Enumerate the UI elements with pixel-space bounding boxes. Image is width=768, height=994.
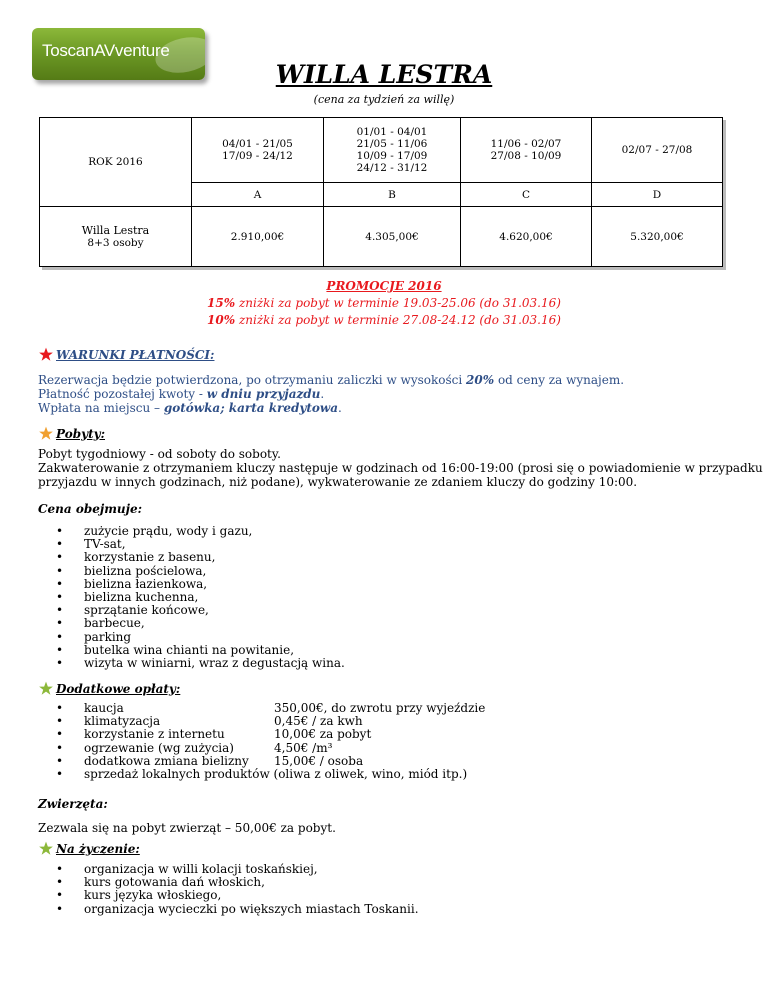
promo-heading: PROMOCJE 2016 bbox=[326, 279, 442, 293]
list-item: • sprzątanie końcowe, bbox=[38, 604, 738, 617]
fee-value: 10,00€ za pobyt bbox=[274, 727, 372, 742]
payment-methods: gotówka; karta kredytowa bbox=[163, 401, 338, 415]
period-line: 10/09 - 17/09 bbox=[356, 150, 428, 162]
payment-heading-text: WARUNKI PŁATNOŚCI: bbox=[56, 347, 215, 362]
promo-line-1 bbox=[0, 295, 768, 312]
fee-value: 15,00€ / osoba bbox=[274, 753, 364, 768]
extra-list bbox=[38, 702, 738, 781]
period-line: 17/09 - 24/12 bbox=[222, 150, 293, 162]
extra-heading-text: Dodatkowe opłaty: bbox=[56, 681, 181, 696]
stays-heading bbox=[38, 426, 738, 441]
fee-name: ogrzewanie (wg zużycia) bbox=[84, 740, 234, 755]
period-line: 11/06 - 02/07 bbox=[490, 138, 562, 150]
promo-pct: 10% bbox=[207, 313, 236, 327]
fee-value: 350,00€, do zwrotu przy wyjeździe bbox=[274, 701, 486, 715]
fee-name: kaucja bbox=[84, 701, 124, 715]
request-heading-text: Na życzenie: bbox=[56, 841, 140, 856]
stays-line-3: przyjazdu w innych godzinach, niż podane), wykwaterowanie ze zdaniem kluczy do godziny 10:00. bbox=[38, 475, 638, 489]
fee-name: dodatkowa zmiana bielizny bbox=[84, 753, 249, 768]
payment-line-2 bbox=[38, 387, 738, 401]
list-item: • bielizna łazienkowa, bbox=[38, 578, 738, 591]
period-line: 27/08 - 10/09 bbox=[490, 150, 562, 162]
period-a bbox=[192, 118, 324, 183]
year-label: ROK 2016 bbox=[40, 118, 192, 207]
list-item: • bielizna kuchenna, bbox=[38, 591, 738, 604]
code-d: D bbox=[592, 183, 723, 207]
period-d bbox=[592, 118, 723, 183]
period-line: 24/12 - 31/12 bbox=[356, 162, 428, 174]
list-item: • TV-sat, bbox=[38, 538, 738, 551]
list-item: • kurs gotowania dań włoskich, bbox=[38, 876, 738, 889]
included-section bbox=[38, 502, 738, 670]
extra-fees-section bbox=[38, 681, 738, 781]
promo-pct: 15% bbox=[207, 296, 236, 310]
text: Wpłata na miejscu – bbox=[38, 401, 164, 415]
stays-line-1: Pobyt tygodniowy - od soboty do soboty. bbox=[38, 447, 281, 461]
list-item: • bielizna pościelowa, bbox=[38, 565, 738, 578]
text: . bbox=[320, 387, 325, 401]
period-line: 21/05 - 11/06 bbox=[356, 138, 428, 150]
period-line: 04/01 - 21/05 bbox=[222, 138, 293, 150]
brand-name: ToscanAVventure bbox=[42, 41, 170, 60]
green-star-icon bbox=[38, 841, 54, 856]
text: Rezerwacja będzie potwierdzona, po otrzymaniu zaliczki w wysokości bbox=[38, 373, 467, 387]
list-item: • kurs języka włoskiego, bbox=[38, 889, 738, 902]
list-item: • wizyta w winiarni, wraz z degustacją wina. bbox=[38, 657, 738, 670]
list-item: • organizacja wycieczki po większych miastach Toskanii. bbox=[38, 903, 738, 916]
request-heading bbox=[38, 841, 738, 856]
included-heading: Cena obejmuje: bbox=[38, 502, 143, 516]
red-star-icon bbox=[38, 347, 54, 362]
promo-text: zniżki za pobyt w terminie 27.08-24.12 (do 31.03.16) bbox=[235, 313, 561, 327]
orange-star-icon bbox=[38, 426, 54, 441]
price-d: 5.320,00€ bbox=[592, 207, 723, 267]
request-list bbox=[38, 863, 738, 916]
payment-line-3 bbox=[38, 401, 738, 415]
promotions bbox=[0, 278, 768, 329]
text: . bbox=[338, 401, 342, 415]
promo-text: zniżki za pobyt w terminie 19.03-25.06 (do 31.03.16) bbox=[235, 296, 561, 310]
request-section bbox=[38, 841, 738, 916]
code-c: C bbox=[461, 183, 592, 207]
period-line: 02/07 - 27/08 bbox=[621, 144, 693, 156]
villa-cell bbox=[40, 207, 192, 267]
fee-name: klimatyzacja bbox=[84, 714, 161, 729]
period-c bbox=[461, 118, 592, 183]
price-a: 2.910,00€ bbox=[192, 207, 324, 267]
period-line: 01/01 - 04/01 bbox=[356, 126, 428, 138]
list-item: • butelka wina chianti na powitanie, bbox=[38, 644, 738, 657]
list-item: • barbecue, bbox=[38, 617, 738, 630]
stays-heading-text: Pobyty: bbox=[56, 426, 106, 441]
stays-line-2: Zakwaterowanie z otrzymaniem kluczy następuje w godzinach od 16:00-19:00 (prosi się o powiadomienie w przypadku bbox=[38, 461, 763, 475]
price-b: 4.305,00€ bbox=[324, 207, 461, 267]
text: od ceny za wynajem. bbox=[494, 373, 625, 387]
villa-name: Willa Lestra bbox=[81, 224, 150, 237]
payment-time: w dniu przyjazdu bbox=[206, 387, 321, 401]
code-a: A bbox=[192, 183, 324, 207]
promo-line-2 bbox=[0, 312, 768, 329]
villa-capacity: 8+3 osoby bbox=[87, 237, 144, 249]
payment-section bbox=[38, 347, 738, 415]
fee-name: korzystanie z internetu bbox=[84, 727, 225, 742]
list-item: • korzystanie z basenu, bbox=[38, 551, 738, 564]
deposit-pct: 20% bbox=[466, 373, 495, 387]
fee-value: 4,50€ /m³ bbox=[274, 740, 333, 755]
fee-item bbox=[38, 742, 738, 755]
payment-heading bbox=[38, 347, 738, 362]
page-subtitle: (cena za tydzień za willę) bbox=[313, 93, 455, 106]
fee-value: 0,45€ / za kwh bbox=[274, 714, 363, 729]
included-list bbox=[38, 525, 738, 670]
text: Płatność pozostałej kwoty - bbox=[38, 387, 207, 401]
period-b bbox=[324, 118, 461, 183]
page-title: WILLA LESTRA bbox=[275, 60, 493, 89]
animals-text: Zezwala się na pobyt zwierząt – 50,00€ za pobyt. bbox=[38, 821, 336, 835]
list-item: • organizacja w willi kolacji toskańskiej, bbox=[38, 863, 738, 876]
animals-heading: Zwierzęta: bbox=[38, 797, 108, 811]
extra-heading bbox=[38, 681, 738, 696]
list-item: • parking bbox=[38, 631, 738, 644]
price-c: 4.620,00€ bbox=[461, 207, 592, 267]
price-table bbox=[39, 117, 723, 267]
stays-section bbox=[38, 426, 763, 489]
fee-item: • sprzedaż lokalnych produktów (oliwa z oliwek, wino, miód itp.) bbox=[38, 768, 738, 781]
fee-item bbox=[38, 728, 738, 741]
payment-line-1 bbox=[38, 373, 738, 387]
code-b: B bbox=[324, 183, 461, 207]
list-item: • zużycie prądu, wody i gazu, bbox=[38, 525, 738, 538]
animals-section bbox=[38, 797, 738, 835]
green-star-icon bbox=[38, 681, 54, 696]
